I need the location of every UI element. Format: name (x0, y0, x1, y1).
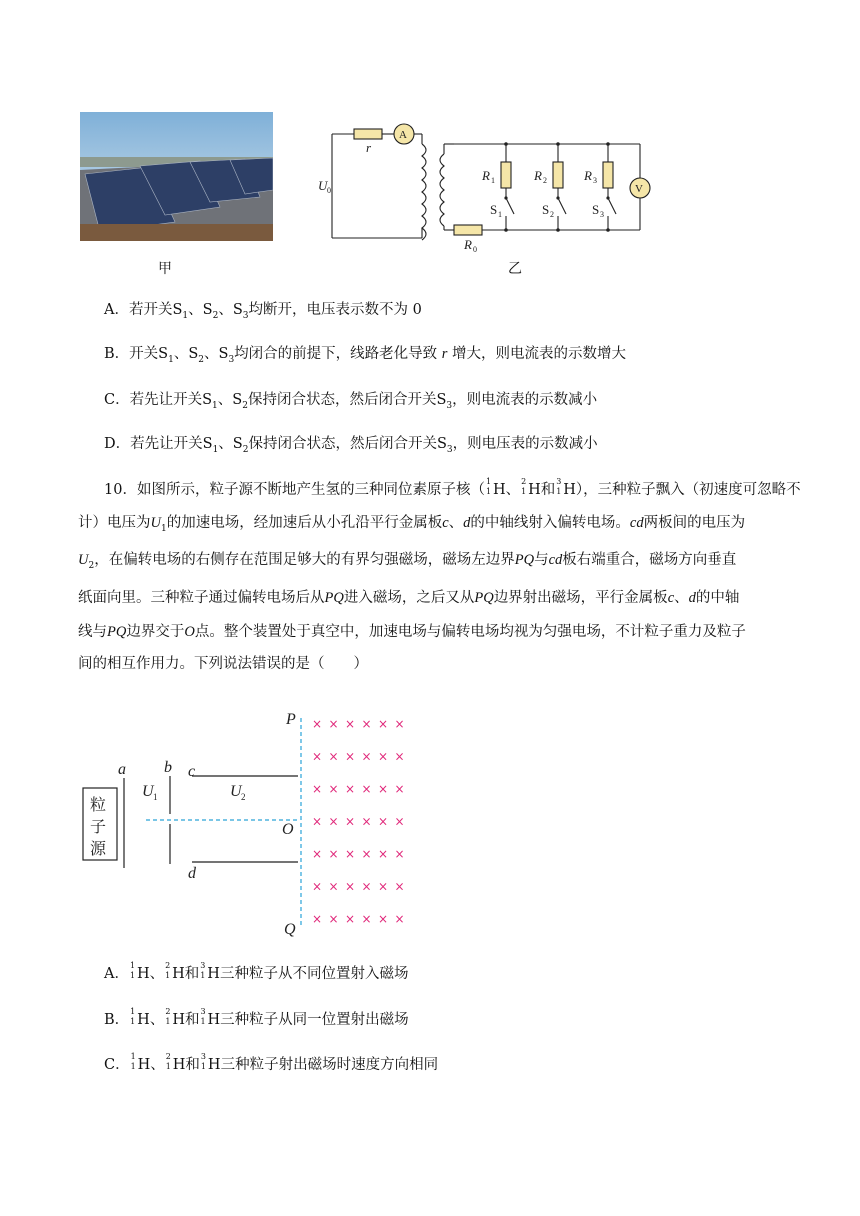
field-mark: × (378, 717, 389, 731)
field-mark: × (378, 912, 389, 926)
svg-text:3: 3 (593, 176, 597, 185)
field-mark: × (361, 717, 372, 731)
field-mark: × (312, 749, 323, 764)
field-mark: × (378, 749, 389, 764)
svg-text:c: c (188, 763, 196, 780)
field-mark: × (378, 879, 389, 894)
svg-text:S: S (490, 202, 498, 217)
field-mark: × (328, 814, 339, 829)
svg-text:a: a (118, 761, 126, 778)
particle-diagram (78, 706, 418, 938)
q10-option-a[interactable]: A． 1 1 H、 2 1 H和 3 1 H三种粒子从不同位置射入磁场 (104, 961, 409, 982)
svg-text:R: R (482, 168, 490, 183)
svg-text:d: d (188, 865, 196, 882)
field-mark: × (361, 749, 372, 764)
svg-text:0: 0 (327, 186, 331, 195)
svg-text:S: S (592, 202, 600, 217)
svg-text:P: P (286, 711, 296, 728)
q9-option-c[interactable]: C．若先让开关$S_1$、$S_2$保持闭合状态，然后闭合开关$S_3$，则电流表的示数减小 (104, 392, 598, 411)
caption-left: 甲 (158, 261, 172, 277)
field-mark: × (345, 749, 356, 764)
field-mark: × (378, 847, 389, 861)
field-mark: × (345, 814, 356, 829)
field-mark: × (345, 717, 356, 731)
field-mark: × (394, 782, 405, 796)
field-mark: × (328, 879, 339, 894)
svg-text:2: 2 (543, 176, 547, 185)
field-mark: × (328, 912, 339, 926)
field-mark: × (312, 782, 323, 796)
field-mark: × (345, 912, 356, 926)
svg-text:2: 2 (550, 210, 554, 219)
magnetic-field-marks (312, 717, 405, 926)
svg-text:U: U (318, 178, 328, 193)
field-mark: × (394, 879, 405, 894)
field-mark: × (345, 879, 356, 894)
field-mark: × (345, 847, 356, 861)
field-mark: × (394, 847, 405, 861)
label-V: V (635, 183, 643, 195)
field-mark: × (361, 814, 372, 829)
field-mark: × (378, 782, 389, 796)
svg-text:3: 3 (600, 210, 604, 219)
field-mark: × (394, 749, 405, 764)
field-mark: × (312, 879, 323, 894)
q9-option-d[interactable]: D．若先让开关$S_1$、$S_2$保持闭合状态，然后闭合开关$S_3$，则电压表的示数减小 (104, 436, 598, 455)
caption-right: 乙 (508, 261, 522, 277)
field-mark: × (328, 717, 339, 731)
field-mark: × (394, 912, 405, 926)
field-mark: × (328, 749, 339, 764)
field-mark: × (394, 814, 405, 829)
field-mark: × (361, 782, 372, 796)
svg-text:源: 源 (90, 841, 107, 858)
q9-option-a[interactable]: A．若开关$S_1$、$S_2$、$S_3$均断开，电压表示数不为 0 (104, 302, 422, 321)
svg-text:粒: 粒 (90, 797, 107, 814)
field-mark: × (361, 912, 372, 926)
field-mark: × (312, 814, 323, 829)
solar-panel-photo (80, 112, 273, 241)
svg-text:U: U (230, 783, 242, 800)
field-mark: × (328, 847, 339, 861)
svg-text:0: 0 (473, 245, 477, 254)
label-r: r (366, 140, 372, 155)
svg-text:2: 2 (241, 792, 246, 802)
q10-option-c[interactable]: C． 1 1 H、 2 1 H和 3 1 H三种粒子射出磁场时速度方向相同 (104, 1052, 439, 1073)
svg-text:b: b (164, 759, 172, 776)
circuit-diagram (318, 118, 664, 258)
svg-text:O: O (282, 821, 294, 838)
svg-text:R: R (584, 168, 592, 183)
field-mark: × (361, 847, 372, 861)
q9-option-b[interactable]: B．开关$S_1$、$S_2$、$S_3$均闭合的前提下，线路老化导致 r 增大，则电流表的示数增大 (104, 346, 627, 365)
svg-text:子: 子 (90, 819, 107, 836)
field-mark: × (361, 879, 372, 894)
field-mark: × (312, 912, 323, 926)
svg-text:1: 1 (498, 210, 502, 219)
q10-option-b[interactable]: B． 1 1 H、 2 1 H和 3 1 H三种粒子从同一位置射出磁场 (104, 1007, 409, 1028)
field-mark: × (312, 847, 323, 861)
field-mark: × (378, 814, 389, 829)
field-mark: × (328, 782, 339, 796)
field-mark: × (345, 782, 356, 796)
svg-text:R: R (534, 168, 542, 183)
svg-text:Q: Q (284, 921, 296, 938)
field-mark: × (394, 717, 405, 731)
svg-text:S: S (542, 202, 550, 217)
svg-text:U: U (142, 783, 154, 800)
label-A: A (399, 129, 407, 141)
svg-text:1: 1 (153, 792, 158, 802)
field-mark: × (312, 717, 323, 731)
svg-text:R: R (464, 237, 472, 252)
svg-text:1: 1 (491, 176, 495, 185)
